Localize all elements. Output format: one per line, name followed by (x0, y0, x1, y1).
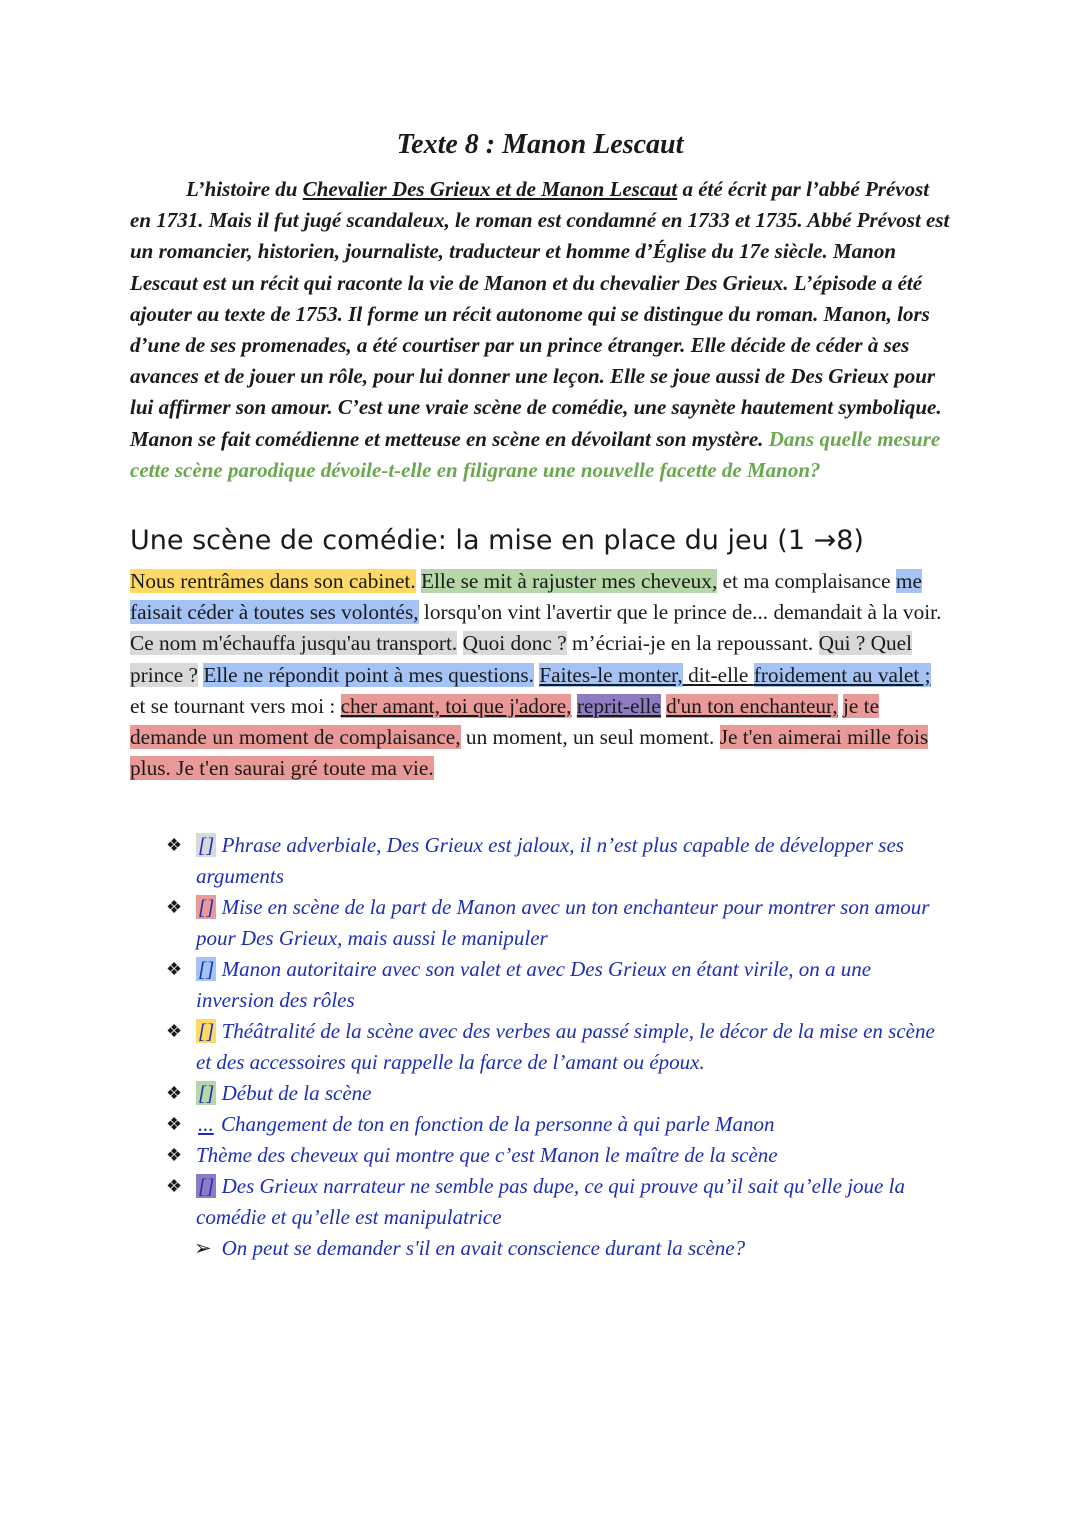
color-legend-marker: [] (198, 895, 215, 920)
diamond-bullet-icon: ❖ (166, 1114, 183, 1135)
extract-text-underlined: dit-elle (682, 662, 754, 687)
sub-note-text: On peut se demander s'il en avait conscience durant la scène? (221, 1236, 746, 1261)
color-legend-marker: [] (198, 833, 215, 858)
extract-highlight-blue: Elle ne répondit point à mes questions. (203, 662, 534, 687)
extract-text: et se tournant vers moi : (130, 693, 341, 718)
analysis-note (166, 1140, 950, 1171)
color-legend-marker: [] (198, 1019, 215, 1044)
extract-highlight-blue-underlined: Faites-le monter, (539, 662, 683, 687)
note-text: Phrase adverbiale, Des Grieux est jaloux, il n’est plus capable de développer ses arguments (196, 833, 904, 889)
extract-highlight-gray: Ce nom m'échauffa jusqu'au transport. (130, 631, 458, 656)
extract-highlight-gray: Quoi donc ? (462, 631, 567, 656)
note-text: Des Grieux narrateur ne semble pas dupe, ce qui prouve qu’il sait qu’elle joue la comédie et qu’elle est manipulatrice (196, 1174, 905, 1230)
extract-text: un moment, un seul moment. (460, 725, 720, 750)
problematic-question: Dans quelle mesure cette scène parodique dévoile-t-elle en filigrane une nouvelle facette de Manon? (130, 426, 941, 482)
extract-text (457, 631, 462, 655)
intro-text-body: a été écrit par l’abbé Prévost en 1731. Mais il fut jugé scandaleux, le roman est condamné en 1733 et 1735. Abbé Prévost est un romancier, historien, journaliste, traducteur et homme d’Église du 17e siècle. Manon Lescaut est un récit qui raconte la vie de Manon et du chevalier Des Grieux. L’épisode a été ajouter au texte de 1753. Il forme un récit autonome qui se distingue du roman. Manon, lors d’une de ses promenades, a été courtiser par un prince étranger. Elle décide de céder à ses avances et de jouer un rôle, pour lui donner une leçon. Elle se joue aussi de Des Grieux pour lui affirmer son amour. C’est une vraie scène de comédie, une saynète hautement symbolique. Manon se fait comédienne et metteuse en scène en dévoilant son mystère. (130, 177, 950, 451)
color-legend-marker: [] (198, 957, 215, 982)
color-legend-marker: [] (198, 1081, 215, 1106)
extract-highlight-red: je te demande un moment de complaisance, (130, 693, 880, 750)
page-title: Texte 8 : Manon Lescaut (396, 129, 684, 160)
diamond-bullet-icon: ❖ (166, 897, 183, 918)
document-page (130, 128, 950, 1264)
analysis-note (166, 1109, 950, 1140)
analysis-note (166, 954, 950, 1016)
text-extract (130, 566, 950, 784)
novel-title-underlined: Chevalier Des Grieux et de Manon Lescaut (302, 177, 678, 201)
note-text: Manon autoritaire avec son valet et avec Des Grieux en étant virile, on a une inversion des rôles (196, 957, 872, 1013)
extract-highlight-green: Elle se mit à rajuster mes cheveux, (421, 569, 718, 594)
extract-highlight-blue: me faisait céder à toutes ses volontés, (130, 569, 922, 625)
note-text: Changement de ton en fonction de la personne à qui parle Manon (215, 1112, 775, 1137)
extract-highlight-purple: reprit-elle (576, 693, 661, 718)
extract-text: lorsqu'on vint l'avertir que le prince de... demandait à la voir. (418, 600, 942, 625)
diamond-bullet-icon: ❖ (166, 835, 183, 856)
diamond-bullet-icon: ❖ (166, 959, 183, 980)
note-text: Début de la scène (216, 1081, 372, 1106)
diamond-bullet-icon: ❖ (166, 1145, 183, 1166)
diamond-bullet-icon: ❖ (166, 1176, 183, 1197)
sub-note (130, 1233, 950, 1264)
note-text: Théâtralité de la scène avec des verbes au passé simple, le décor de la mise en scène et des accessoires qui rappelle la farce de l’amant ou époux. (196, 1019, 935, 1075)
color-legend-marker: ... (198, 1112, 214, 1137)
intro-paragraph (130, 174, 950, 486)
extract-text: et ma complaisance (717, 569, 896, 594)
color-legend-marker: [] (198, 1174, 215, 1199)
extract-highlight-red-underlined: cher amant, toi que j'adore, (340, 693, 572, 718)
analysis-notes-list (130, 830, 950, 1233)
extract-highlight-gray: Qui ? Quel prince ? (130, 631, 913, 687)
arrow-icon: ➢ (194, 1236, 212, 1261)
extract-highlight-red-underlined: d'un ton enchanteur, (666, 693, 838, 718)
analysis-note (166, 1171, 950, 1233)
note-text: Mise en scène de la part de Manon avec un ton enchanteur pour montrer son amour pour Des Grieux, mais aussi le manipuler (196, 895, 930, 951)
diamond-bullet-icon: ❖ (166, 1083, 183, 1104)
analysis-note (166, 892, 950, 954)
diamond-bullet-icon: ❖ (166, 1021, 183, 1042)
analysis-note (166, 1016, 950, 1078)
extract-text (571, 694, 576, 718)
note-text: Thème des cheveux qui montre que c’est Manon le maître de la scène (196, 1143, 778, 1168)
extract-highlight-blue-underlined: froidement au valet ; (753, 662, 931, 687)
section-heading: Une scène de comédie: la mise en place du jeu (1 →8) (130, 525, 864, 557)
analysis-note (166, 830, 950, 892)
intro-text-start: L’histoire du (186, 177, 303, 201)
extract-highlight-red: Je t'en aimerai mille fois plus. Je t'en saurai gré toute ma vie. (130, 725, 929, 781)
extract-text: m’écriai-je en la repoussant. (566, 631, 819, 656)
analysis-note (166, 1078, 950, 1109)
extract-highlight-yellow: Nous rentrâmes dans son cabinet. (130, 569, 416, 594)
